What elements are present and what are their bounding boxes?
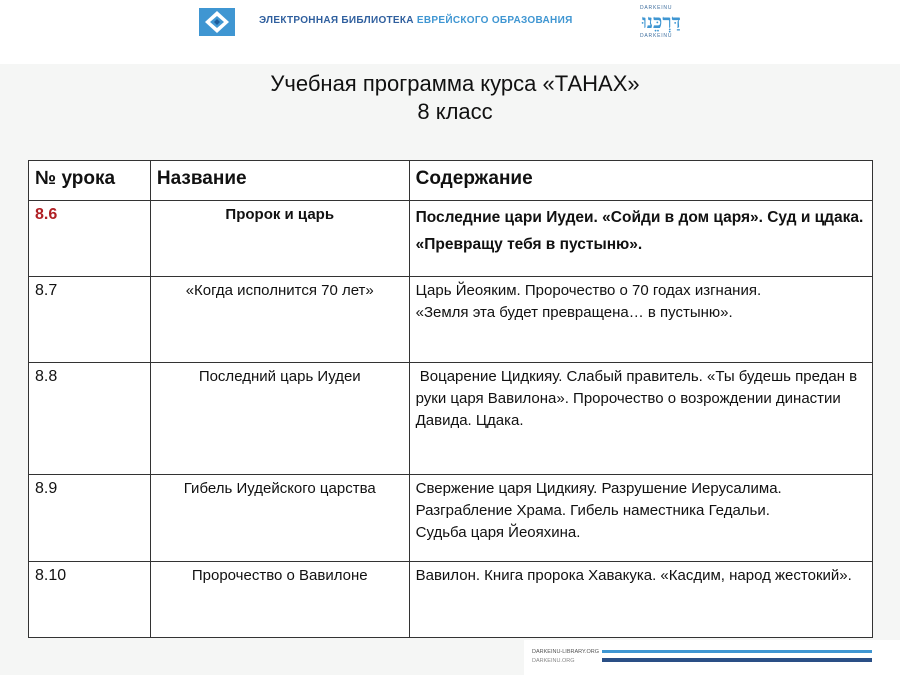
lesson-content: Вавилон. Книга пророка Хавакука. «Касдим, народ жестокий».	[415, 567, 852, 584]
lesson-content-cell	[409, 475, 872, 562]
lesson-number-cell	[29, 277, 151, 363]
site-footer	[524, 640, 900, 675]
lesson-number-cell	[29, 363, 151, 475]
lesson-content-cell	[409, 562, 872, 638]
footer-stripe-dark	[602, 658, 872, 662]
lesson-number: 8.10	[35, 567, 67, 584]
lesson-number: 8.6	[35, 206, 58, 223]
lesson-number: 8.7	[35, 282, 58, 299]
library-title[interactable]	[259, 15, 573, 26]
lesson-content-line: Судьба царя Йеояхина.	[415, 524, 581, 541]
lesson-content-line: Свержение царя Цидкияу. Разрушение Иерусалима.	[415, 480, 782, 497]
lesson-content: Последние цари Иудеи. «Сойди в дом царя». Суд и цдака. «Превращу тебя в пустыню».	[415, 209, 864, 253]
lesson-content-line: Разграбление Храма. Гибель наместника Гедальи.	[415, 502, 770, 519]
lesson-content-cell	[409, 201, 872, 277]
lesson-number-cell	[29, 562, 151, 638]
darkeinu-logo-top: DARKEINU	[640, 5, 673, 11]
lesson-content-line: «Земля эта будет превращена… в пустыню».	[415, 304, 733, 321]
page-title	[0, 70, 900, 126]
lesson-content-line: Царь Йеояким. Пророчество о 70 годах изгнания.	[415, 282, 762, 299]
footer-url-main[interactable]: DARKEINU.ORG	[532, 658, 575, 664]
table-row	[29, 475, 873, 562]
header-title: Название	[150, 161, 409, 201]
page-title-line1: Учебная программа курса «ТАНАХ»	[270, 71, 640, 96]
table-row	[29, 277, 873, 363]
lesson-title: Пророчество о Вавилоне	[150, 562, 409, 638]
lesson-title: Гибель Иудейского царства	[150, 475, 409, 562]
darkeinu-logo-bottom: DARKEINU	[640, 33, 673, 39]
library-title-accent: ЕВРЕЙСКОГО ОБРАЗОВАНИЯ	[416, 15, 573, 26]
darkeinu-logo[interactable]	[640, 5, 696, 41]
table-header-row	[29, 161, 873, 201]
lesson-number: 8.8	[35, 368, 58, 385]
site-header	[0, 0, 900, 64]
footer-stripe-light	[602, 650, 872, 653]
lesson-content-cell	[409, 363, 872, 475]
table-row	[29, 363, 873, 475]
lesson-content-cell	[409, 277, 872, 363]
lesson-number-cell	[29, 475, 151, 562]
footer-url-library[interactable]: DARKEINU-LIBRARY.ORG	[532, 649, 600, 655]
header-lesson-number: № урока	[29, 161, 151, 201]
lesson-number-cell	[29, 201, 151, 277]
lesson-content: Воцарение Цидкияу. Слабый правитель. «Ты будешь предан в руки царя Вавилона». Пророчество о возрождении династии Давида. Цдака.	[415, 368, 862, 429]
library-logo-icon[interactable]	[199, 8, 235, 36]
table-row	[29, 562, 873, 638]
table-row	[29, 201, 873, 277]
library-title-main: ЭЛЕКТРОННАЯ БИБЛИОТЕКА	[259, 15, 417, 26]
lesson-number: 8.9	[35, 480, 58, 497]
lesson-title: Пророк и царь	[150, 201, 409, 277]
darkeinu-logo-hebrew: דַּרְכֵּנוּ	[642, 11, 681, 33]
header-content: Содержание	[409, 161, 872, 201]
program-table	[28, 160, 873, 638]
lesson-title: «Когда исполнится 70 лет»	[150, 277, 409, 363]
lesson-title: Последний царь Иудеи	[150, 363, 409, 475]
page-title-line2: 8 класс	[417, 99, 493, 124]
